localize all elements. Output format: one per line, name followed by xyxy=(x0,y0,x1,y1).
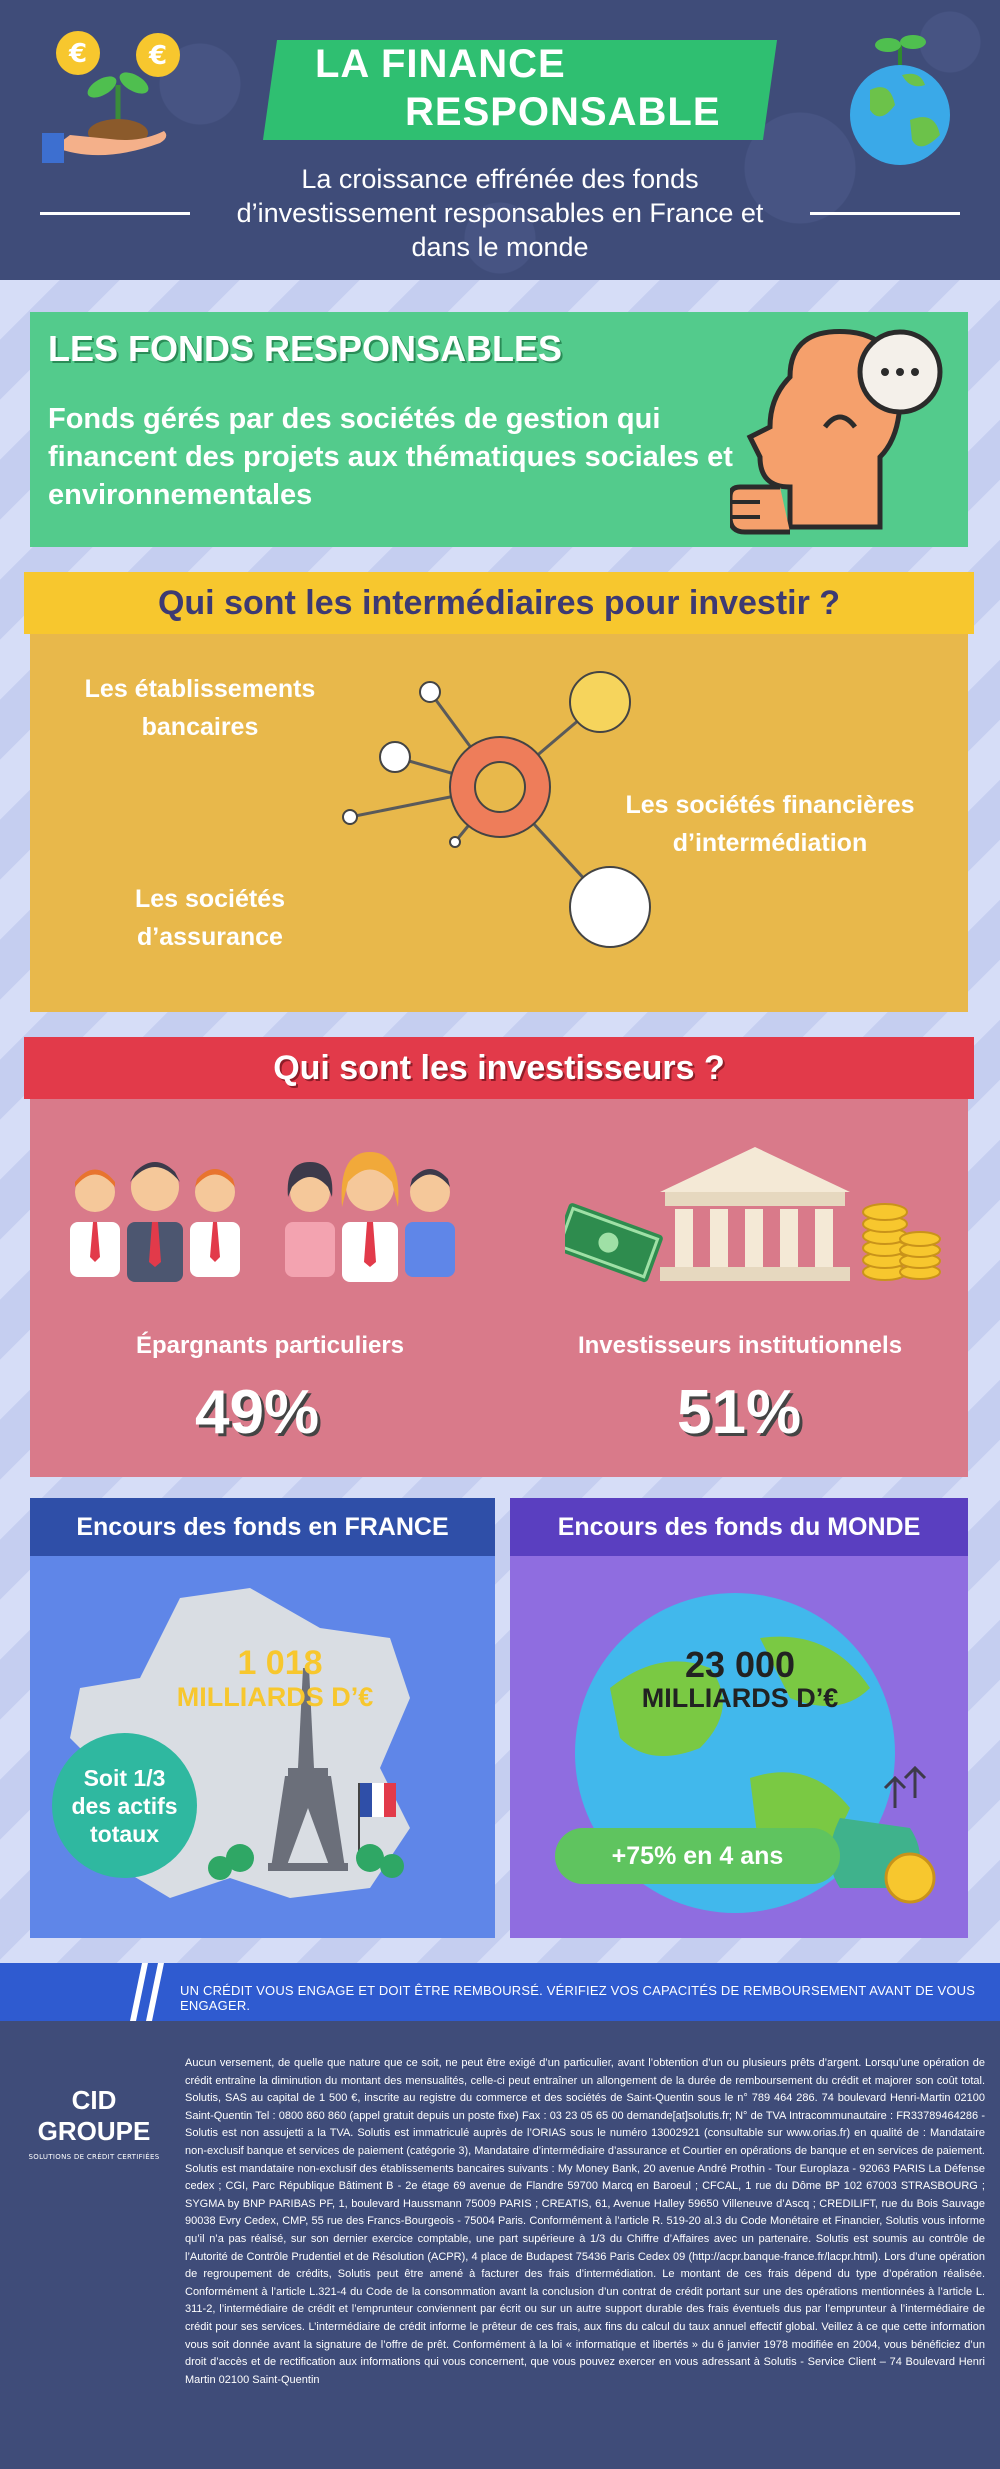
people-group-icon xyxy=(65,1147,465,1287)
globe-sprout-icon xyxy=(840,30,960,170)
svg-text:€: € xyxy=(148,41,168,71)
world-section xyxy=(510,1498,968,1938)
france-share-badge: Soit 1/3 des actifs totaux xyxy=(52,1733,197,1878)
intermediary-financial: Les sociétés financières d’intermédiation xyxy=(625,791,915,857)
france-heading: Encours des fonds en FRANCE xyxy=(30,1498,495,1556)
divider-left xyxy=(40,212,190,215)
thinking-head-icon xyxy=(730,317,950,542)
logo-tagline: SOLUTIONS DE CRÉDIT CERTIFIÉES xyxy=(28,2153,160,2161)
svg-text:€: € xyxy=(68,39,88,69)
hand-plant-coins-icon xyxy=(40,25,180,175)
header xyxy=(0,0,1000,280)
investors-section xyxy=(30,1037,968,1477)
france-section xyxy=(30,1498,495,1938)
world-amount: 23 000 xyxy=(684,1644,796,1685)
divider-right xyxy=(810,212,960,215)
legal-text: Aucun versement, de quelle que nature que ce soit, ne peut être exigé d’un particulier, avant l’obtention d’un ou plusieurs prêts d’argent. Lorsqu’une opération de crédit entraîne la diminution du montant des mensualités, celle-ci peut entraîner un allongement de la durée de remboursement du crédit et majorer son coût total. Solutis, SAS au capital de 1 500 €, inscrite au registre du commerce et des sociétés de Saint-Quentin sous le n° 789 464 286. 74 boulevard Henri-Martin 02100 Saint-Quentin Tel : 0800 860 860 (appel gratuit depuis un poste fixe) Fax : 03 23 05 65 00 demande[at]solutis.fr; N° de TVA Intracommunautaire : FR33789464286 - Solutis est non assujetti a la TVA. Solutis est immatriculé auprès de l’ORIAS sous le numéro 13002921 (consultable sur www.orias.fr) en qualité de : Mandataire non-exclusif banque et services de paiement (catégorie 3), Mandataire d’intermédiaire d’assurance et Courtier en opérations de banque et en services de paiement. Solutis est mandataire non-exclusif des établissements bancaires suivants : My Money Bank, 20 avenue André Prothin - Tour Europlaza - 92063 PARIS La Défense cedex ; CGI, Parc République Bâtiment B - 2e étage 69 avenue de Flandre 59700 Marcq en Baroeul ; CFCAL, 1 rue du Dôme BP 102 67003 STRASBOURG ; SYGMA by BNP PARIBAS PF, 1, boulevard Haussmann 75009 PARIS ; CREATIS, 61, Avenue Halley 59650 Villeneuve d’Ascq ; CREDILIFT, rue du Bois Sauvage 90038 Evry Cedex, CMP, 55 rue des Francs-Bourgeois - 75004 Paris. Conformément à l’article R. 519-20 al.3 du Code Monétaire et Financier, Solutis vous informe qu’il n’a pas réalisé, sur son dernier exercice comptable, une part supérieure à 1/3 du Chiffre d’Affaires avec un partenaire. Solutis est soumis au contrôle de l’Autorité de Contrôle Prudentiel et de Résolution (ACPR), 4 place de Budapest 75436 Paris Cedex 09 (http://acpr.banque-france.fr/lacpr.html). Lors d’une opération de regroupement de crédits, Solutis peut être amené à facturer des frais d’intermédiation. Le montant de ces frais dépend du type d’opération réalisée. Conformément à l’article L.321-4 du Code de la consommation avant la conclusion d’un contrat de crédit portant sur une des opérations mentionnées à l’article L. 311-2, l’intermédiaire de crédit et l’emprunteur conviennent par écrit ou sur un autre support durable des frais éventuels dus par l’emprunteur à l’intermédiaire de crédit pour ses services. L’intermédiaire de crédit informe le prêteur de ces frais, aux fins du calcul du taux annuel effectif global. Veillez à ce que cette information vous soit donnée avant la signature de l’offre de prêt. Conformément à la loi « informatique et libertés » du 6 janvier 1978 modifiée en 2004, vous bénéficiez d’un droit d’accès et de rectification aux informations qui vous concernent, que vous pouvez exercer en vous adressant à Solutis - Service Client – 74 Boulevard Henri Martin 02100 Saint-Quentin xyxy=(185,2057,985,2386)
funds-section xyxy=(30,312,968,547)
investor-individual-label: Épargnants particuliers xyxy=(135,1332,405,1359)
cid-groupe-logo xyxy=(14,2085,174,2161)
logo-name: CID GROUPE xyxy=(37,2085,151,2146)
intermediary-banks: Les établissements bancaires xyxy=(84,675,316,741)
intermediary-insurance: Les sociétés d’assurance xyxy=(134,885,286,951)
world-heading: Encours des fonds du MONDE xyxy=(510,1498,968,1556)
funds-description: Fonds gérés par des sociétés de gestion qui financent des projets aux thématiques sociales et environnementales xyxy=(48,403,733,511)
header-subtitle: La croissance effrénée des fonds d’investissement responsables en France et dans le monde xyxy=(236,164,764,262)
france-unit: MILLIARDS D’€ xyxy=(176,1682,374,1712)
world-growth-badge: +75% en 4 ans xyxy=(555,1828,840,1884)
bank-money-icon xyxy=(565,1137,945,1287)
intermediaries-section xyxy=(30,572,968,1012)
funds-heading: LES FONDS RESPONSABLES xyxy=(48,328,563,369)
investor-institutional-label: Investisseurs institutionnels xyxy=(577,1332,903,1359)
credit-warning-bar xyxy=(0,1963,1000,2021)
world-unit: MILLIARDS D’€ xyxy=(641,1683,839,1713)
network-diagram-icon xyxy=(340,652,670,972)
investors-heading: Qui sont les investisseurs ? xyxy=(24,1037,974,1099)
title-line-2: RESPONSABLE xyxy=(405,90,721,134)
footer xyxy=(0,2021,1000,2469)
title-line-1: LA FINANCE xyxy=(315,42,566,86)
credit-warning-text: UN CRÉDIT VOUS ENGAGE ET DOIT ÊTRE REMBOURSÉ. VÉRIFIEZ VOS CAPACITÉS DE REMBOURSEMENT AVANT DE VOUS ENGAGER. xyxy=(180,1983,976,2013)
investor-individual-percent: 49% xyxy=(195,1378,320,1447)
investor-institutional-percent: 51% xyxy=(677,1378,802,1447)
france-amount: 1 018 xyxy=(237,1644,323,1682)
intermediaries-heading: Qui sont les intermédiaires pour investir ? xyxy=(24,572,974,634)
slash-icon xyxy=(120,1963,170,2021)
